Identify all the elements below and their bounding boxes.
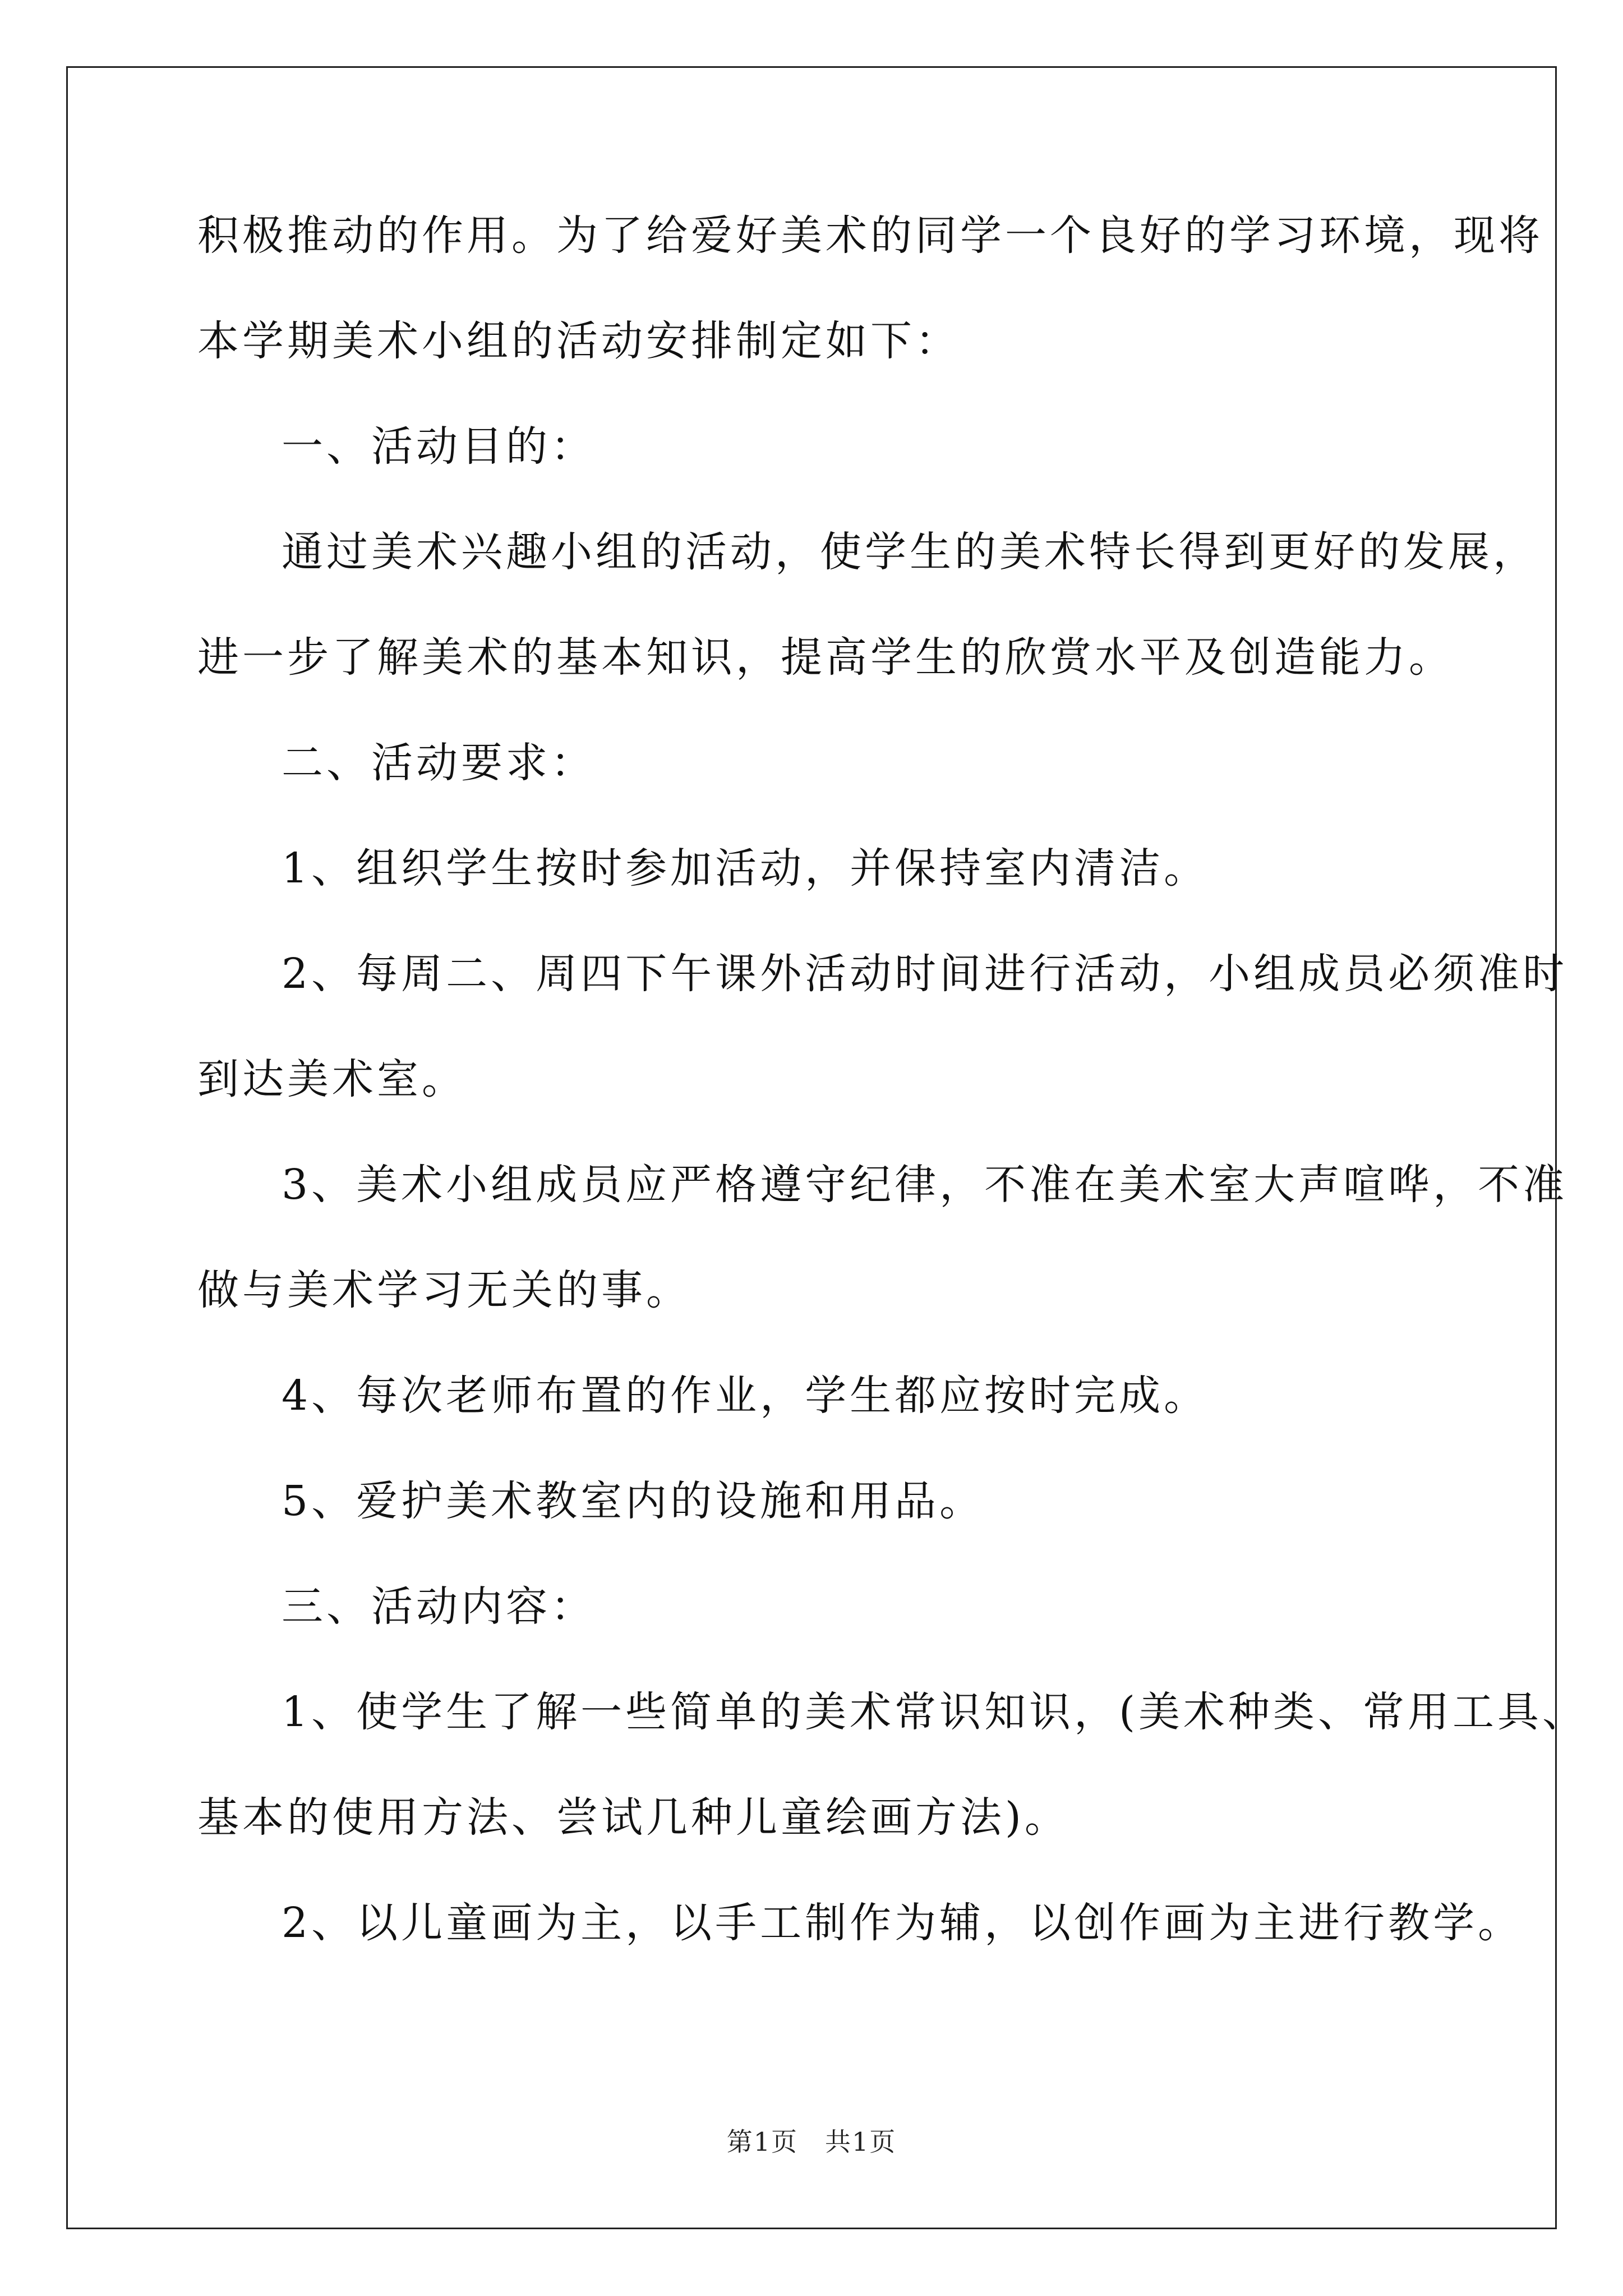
section-heading-content: 三、活动内容： [282, 1582, 596, 1631]
list-item: 2、以儿童画为主，以手工制作为辅，以创作画为主进行教学。 [282, 1899, 1523, 1947]
paragraph-line: 进一步了解美术的基本知识，提高学生的欣赏水平及创造能力。 [197, 633, 1454, 682]
paragraph-line: 通过美术兴趣小组的活动，使学生的美术特长得到更好的发展， [282, 528, 1538, 576]
page-number-footer: 第1页 共1页 [726, 2127, 897, 2157]
list-item-continuation: 到达美术室。 [197, 1055, 467, 1103]
list-item: 4、每次老师布置的作业，学生都应按时完成。 [282, 1372, 1209, 1420]
list-item: 5、爱护美术教室内的设施和用品。 [282, 1477, 985, 1525]
list-item: 3、美术小组成员应严格遵守纪律，不准在美术室大声喧哗，不准 [282, 1161, 1568, 1209]
section-heading-requirements: 二、活动要求： [282, 739, 596, 787]
paragraph-line: 本学期美术小组的活动安排制定如下： [197, 317, 960, 365]
list-item-continuation: 做与美术学习无关的事。 [197, 1266, 691, 1314]
list-item: 2、每周二、周四下午课外活动时间进行活动，小组成员必须准时 [282, 950, 1568, 998]
list-item-continuation: 基本的使用方法、尝试几种儿童绘画方法)。 [197, 1793, 1069, 1842]
list-item: 1、使学生了解一些简单的美术常识知识，(美术种类、常用工具、 [282, 1688, 1587, 1736]
section-heading-purpose: 一、活动目的： [282, 422, 596, 471]
paragraph-line: 积极推动的作用。为了给爱好美术的同学一个良好的学习环境，现将 [197, 211, 1543, 260]
list-item: 1、组织学生按时参加活动，并保持室内清洁。 [282, 844, 1209, 892]
